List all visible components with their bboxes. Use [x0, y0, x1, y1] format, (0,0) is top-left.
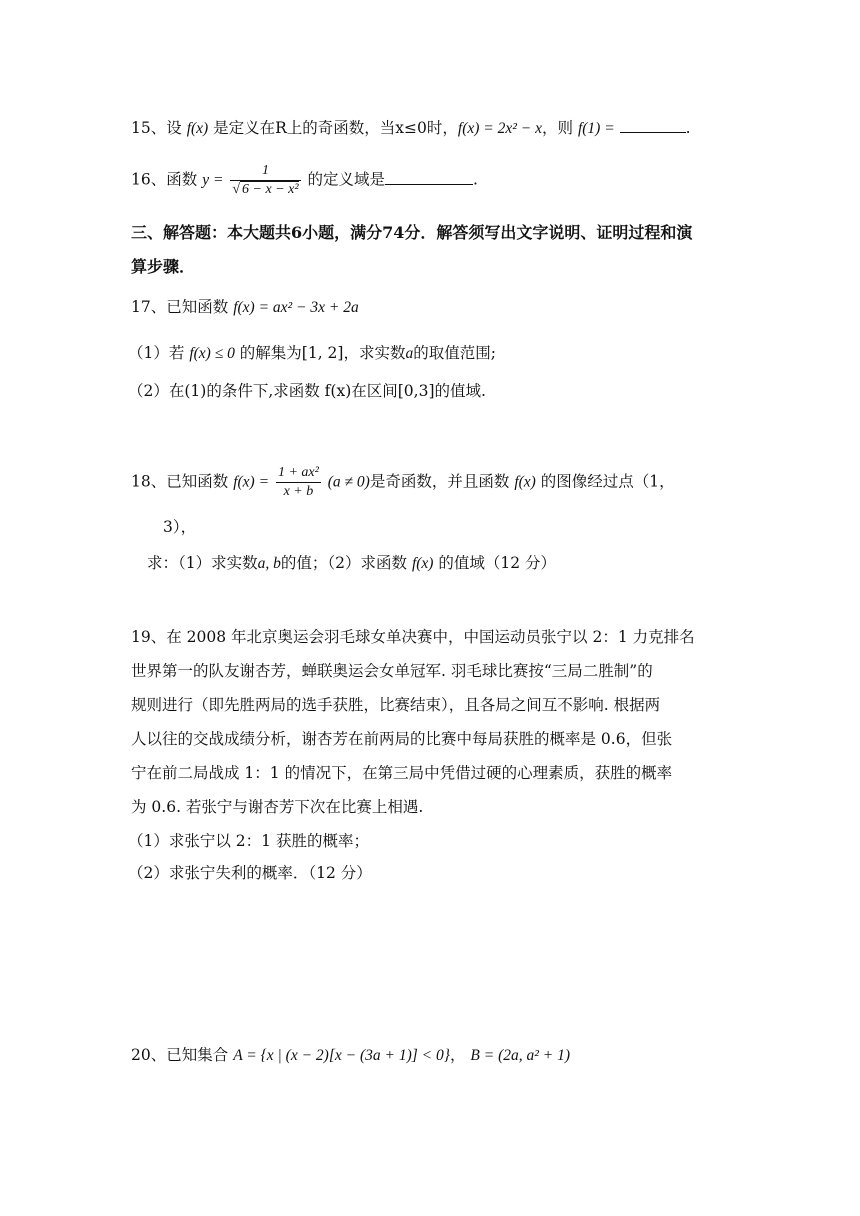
section-3-heading-line-1: 三、解答题：本大题共6小题，满分74分．解答须写出文字说明、证明过程和演 [131, 223, 693, 242]
q18-fraction [276, 464, 321, 501]
question-16 [131, 162, 478, 199]
q18-math-2: f(x) [514, 473, 536, 491]
q19-line-4: 人以往的交战成绩分析，谢杏芳在前两局的比赛中每局获胜的概率是 0.6，但张 [131, 730, 673, 748]
q17-math-1: f(x) = ax² − 3x + 2a [233, 299, 359, 316]
q15-math-2: f(x) = 2x² − x [457, 120, 542, 137]
q17-part-1-a: （1）若 [128, 344, 185, 362]
q20-number: 20、 [131, 1046, 167, 1064]
q18-ask-math-2: f(x) [411, 555, 434, 572]
q16-text-1: 函数 [166, 170, 198, 189]
q15-number: 15、 [131, 119, 167, 137]
q20-text-2: ， [449, 1046, 466, 1064]
question-18 [131, 464, 675, 501]
q16-fraction [230, 162, 300, 199]
question-20 [131, 1044, 570, 1067]
section-3-heading-line-2: 算步骤． [131, 257, 196, 276]
q19-line-3: 规则进行（即先胜两局的选手获胜，比赛结束），且各局之间互不影响. 根据两 [131, 696, 661, 714]
q16-numerator: 1 [230, 162, 300, 181]
q17-part-1-c: 的取值范围; [413, 344, 496, 362]
q15-end: . [685, 119, 691, 137]
q15-text-1: 设 [166, 119, 182, 137]
q20-math-2: B = (2a, a² + 1) [470, 1047, 570, 1064]
q16-answer-blank [385, 168, 473, 185]
q16-math-1: y = [202, 171, 224, 189]
q17-part-1 [128, 342, 496, 365]
q18-text-4: 3）， [163, 518, 197, 536]
q18-ask-c: 的值域（12 分） [438, 554, 557, 572]
q18-ask-a: 求：（1）求实数 [147, 554, 258, 572]
q19-line-2: 世界第一的队友谢杏芳，蝉联奥运会女单冠军. 羽毛球比赛按“三局二胜制”的 [131, 662, 653, 680]
q17-part-2: （2）在(1)的条件下,求函数 f(x)在区间[0,3]的值域. [128, 382, 486, 400]
question-17 [131, 296, 359, 319]
q18-number: 18、 [131, 472, 167, 491]
q17-text-1: 已知函数 [166, 298, 229, 316]
q18-text-3: 的图像经过点（1， [540, 472, 675, 491]
q20-text-1: 已知集合 [166, 1046, 229, 1064]
q15-answer-blank [620, 116, 686, 133]
q19-line-5: 宁在前二局战成 1：1 的情况下，在第三局中凭借过硬的心理素质，获胜的概率 [131, 764, 673, 782]
q15-text-3: ，则 [542, 119, 574, 137]
q18-denominator: x + b [283, 484, 314, 499]
question-15 [131, 116, 691, 140]
q18-math-1: f(x) = [233, 473, 270, 491]
q17-part-1-b: 的解集为[1, 2]，求实数 [239, 344, 406, 362]
q18-text-2: 是奇函数，并且函数 [369, 472, 510, 491]
q19-sub-2: （2）求张宁失利的概率．（12 分） [128, 864, 372, 882]
q16-denominator: √ 6 − x − x² [232, 182, 299, 197]
q15-math-1: f(x) [186, 120, 209, 137]
q16-number: 16、 [131, 170, 167, 189]
q16-end: . [473, 170, 478, 189]
q19-line-1: 19、在 2008 年北京奥运会羽毛球女单决赛中，中国运动员张宁以 2：1 力克排名 [131, 628, 695, 646]
q18-numerator: 1 + ax² [276, 464, 321, 483]
q16-radicand: 6 − x − x² [242, 182, 299, 197]
q19-line-6: 为 0.6. 若张宁与谢杏芳下次在比赛上相遇. [131, 798, 424, 816]
q16-text-2: 的定义域是 [307, 170, 386, 189]
q18-ask-math: a, b [257, 555, 281, 572]
q18-text-1: 已知函数 [166, 472, 229, 491]
q20-math-1: A = {x | (x − 2)[x − (3a + 1)] < 0} [233, 1047, 450, 1064]
q18-ask [147, 552, 556, 575]
q18-ask-b: 的值；（2）求函数 [280, 554, 407, 572]
q15-text-2: 是定义在R上的奇函数，当x≤0时， [213, 119, 458, 137]
q17-part-1-var: a [405, 345, 414, 362]
q19-sub-1: （1）求张宁以 2：1 获胜的概率； [128, 832, 369, 850]
q15-math-3: f(1) = [577, 120, 615, 137]
q17-part-1-math: f(x) ≤ 0 [189, 345, 235, 362]
q17-number: 17、 [131, 298, 167, 316]
q18-condition: (a ≠ 0) [327, 473, 370, 491]
